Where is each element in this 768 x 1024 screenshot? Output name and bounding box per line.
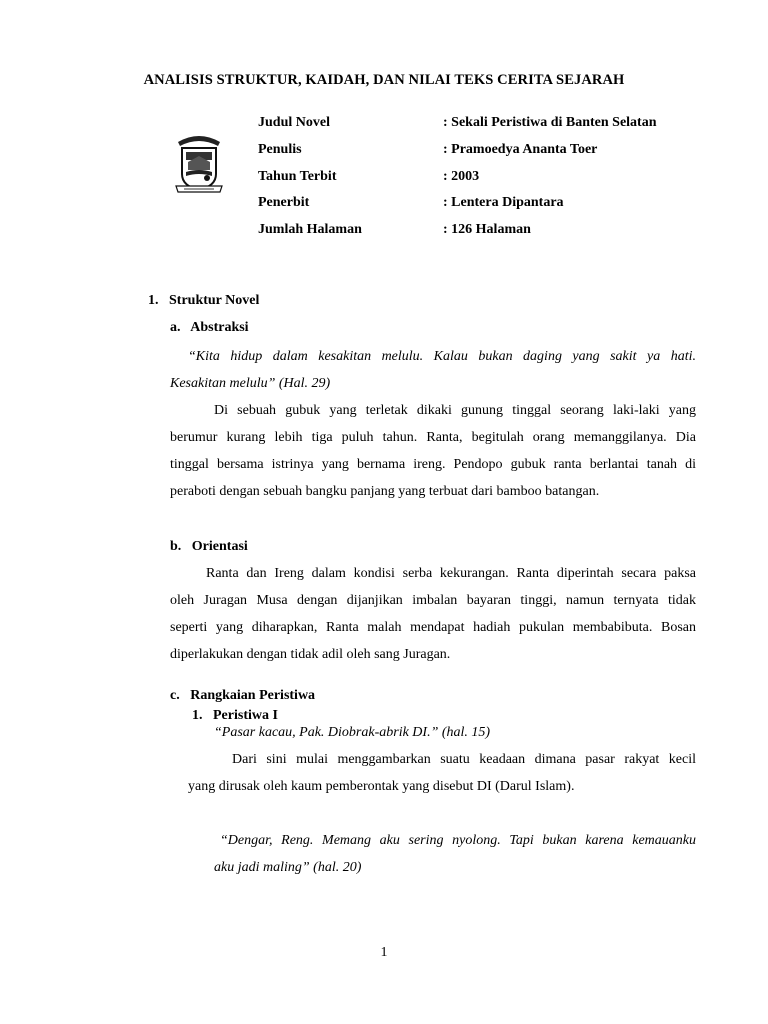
text-line: yang dirusak oleh kaum pemberontak yang disebut DI (Darul Islam). [188, 779, 575, 794]
subheading-peristiwa-1: 1. Peristiwa I [192, 708, 278, 723]
text-line: Kesakitan melulu” (Hal. 29) [170, 376, 331, 391]
text-line: “Dengar, Reng. Memang aku sering nyolong. Tapi bukan karena kemauanku [220, 833, 696, 848]
peristiwa-2-quote [214, 827, 696, 881]
text-line: Dari sini mulai menggambarkan suatu keadaan dimana pasar rakyat kecil [232, 752, 696, 767]
meta-value-penulis: : Pramoedya Ananta Toer [443, 142, 598, 157]
text-line: diperlakukan dengan tidak adil oleh sang Juragan. [170, 647, 451, 662]
meta-label-halaman: Jumlah Halaman [258, 222, 362, 237]
subheading-rangkaian-peristiwa: c. Rangkaian Peristiwa [170, 688, 316, 703]
meta-label-penerbit: Penerbit [258, 195, 310, 210]
text-line: berumur kurang lebih tiga puluh tahun. Ranta, begitulah orang memanggilanya. Dia [170, 430, 696, 445]
meta-value-tahun: : 2003 [443, 169, 480, 184]
peristiwa-1-paragraph [188, 746, 696, 800]
peristiwa-1-quote: “Pasar kacau, Pak. Diobrak-abrik DI.” (hal. 15) [214, 725, 491, 740]
text-line: Ranta dan Ireng dalam kondisi serba kekurangan. Ranta diperintah secara paksa [206, 566, 696, 581]
text-line: Di sebuah gubuk yang terletak dikaki gunung tinggal seorang laki-laki yang [214, 403, 696, 418]
section-heading-struktur: 1. Struktur Novel [148, 293, 260, 308]
text-line: peraboti dengan sebuah bangku panjang yang terbuat dari bamboo batangan. [170, 484, 600, 499]
abstraksi-quote [170, 343, 696, 397]
meta-label-judul: Judul Novel [258, 115, 330, 130]
text-line: oleh Juragan Musa dengan dijanjikan imbalan bayaran tinggi, namun ternyata tidak [170, 593, 696, 608]
subheading-orientasi: b. Orientasi [170, 539, 248, 554]
meta-value-halaman: : 126 Halaman [443, 222, 531, 237]
text-line: aku jadi maling” (hal. 20) [214, 860, 362, 875]
text-line: seperti yang diharapkan, Ranta malah mendapat hadiah pukulan membabibuta. Bosan [170, 620, 696, 635]
subheading-abstraksi: a. Abstraksi [170, 320, 249, 335]
abstraksi-paragraph [170, 397, 696, 505]
meta-value-judul: : Sekali Peristiwa di Banten Selatan [443, 115, 657, 130]
text-line: “Kita hidup dalam kesakitan melulu. Kalau bukan daging yang sakit ya hati. [188, 349, 696, 364]
page-number: 1 [380, 945, 388, 960]
orientasi-paragraph [170, 560, 696, 668]
text-line: tinggal bersama istrinya yang bernama ireng. Pendopo gubuk ranta berlantai tanah di [170, 457, 696, 472]
meta-value-penerbit: : Lentera Dipantara [443, 195, 564, 210]
meta-label-penulis: Penulis [258, 142, 302, 157]
document-title: ANALISIS STRUKTUR, KAIDAH, DAN NILAI TEKS CERITA SEJARAH [143, 72, 625, 88]
meta-label-tahun: Tahun Terbit [258, 169, 337, 184]
regional-coat-of-arms-icon [174, 130, 224, 196]
